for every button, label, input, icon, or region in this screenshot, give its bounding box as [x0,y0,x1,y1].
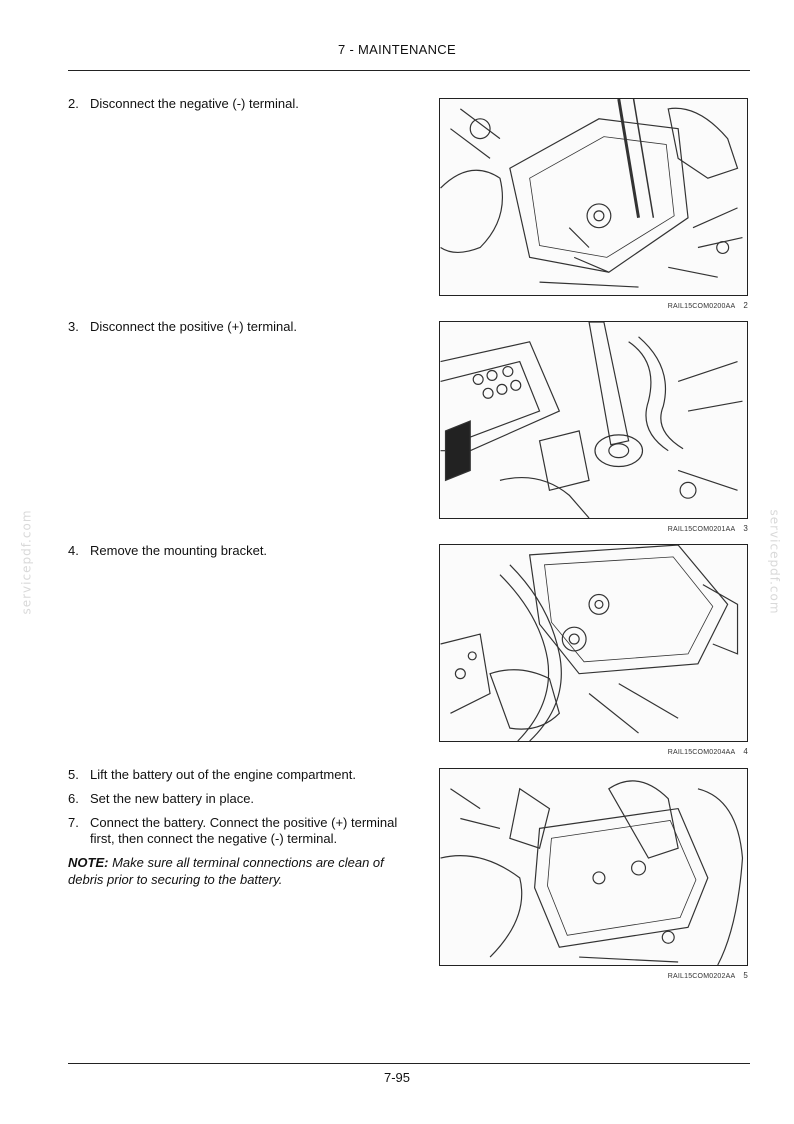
watermark-right: servicepdf.com [767,509,782,615]
page-section-title: 7 - MAINTENANCE [338,42,456,57]
figure-number: 2 [743,301,748,310]
step-number: 4. [68,543,79,558]
figure-4-caption [439,747,748,756]
figure-3-caption [439,524,748,533]
figure-code: RAIL15COM0202AA [667,973,736,980]
note-text: Make sure all terminal connections are clean of debris prior to securing to the battery. [68,855,384,887]
figure-3-illustration [439,321,748,519]
step-number: 6. [68,791,79,806]
figure-5-caption [439,971,748,980]
step-text: Remove the mounting bracket. [90,543,268,558]
step-number: 3. [68,319,79,334]
step-number: 5. [68,767,79,782]
step-text: Disconnect the negative (-) terminal. [90,96,299,111]
step-text: Disconnect the positive (+) terminal. [90,319,298,334]
step-2 [68,96,416,112]
figure-number: 4 [743,747,748,756]
watermark-left: servicepdf.com [19,509,34,615]
figure-2-illustration [439,98,748,296]
page-number: 7-95 [383,1070,411,1085]
figure-code: RAIL15COM0200AA [667,303,736,310]
figure-code: RAIL15COM0204AA [667,749,736,756]
step-5 [68,767,416,783]
step-number: 7. [68,815,79,830]
step-3 [68,319,416,335]
note-label: NOTE: [68,855,109,870]
step-text: Lift the battery out of the engine compartment. [90,767,356,782]
figure-number: 3 [743,524,748,533]
step-7 [68,815,416,847]
header-rule [68,70,750,71]
footer-rule [68,1063,750,1064]
figure-5-illustration [439,768,748,966]
step-6 [68,791,416,807]
step-4 [68,543,416,559]
step-text: Set the new battery in place. [90,791,255,806]
step-number: 2. [68,96,79,111]
figure-code: RAIL15COM0201AA [667,526,736,533]
figure-4-illustration [439,544,748,742]
step-text: Connect the battery. Connect the positive (+) terminal first, then connect the negative (-) terminal. [90,815,398,846]
note-paragraph [68,854,416,888]
figure-number: 5 [743,971,748,980]
figure-2-caption [439,301,748,310]
